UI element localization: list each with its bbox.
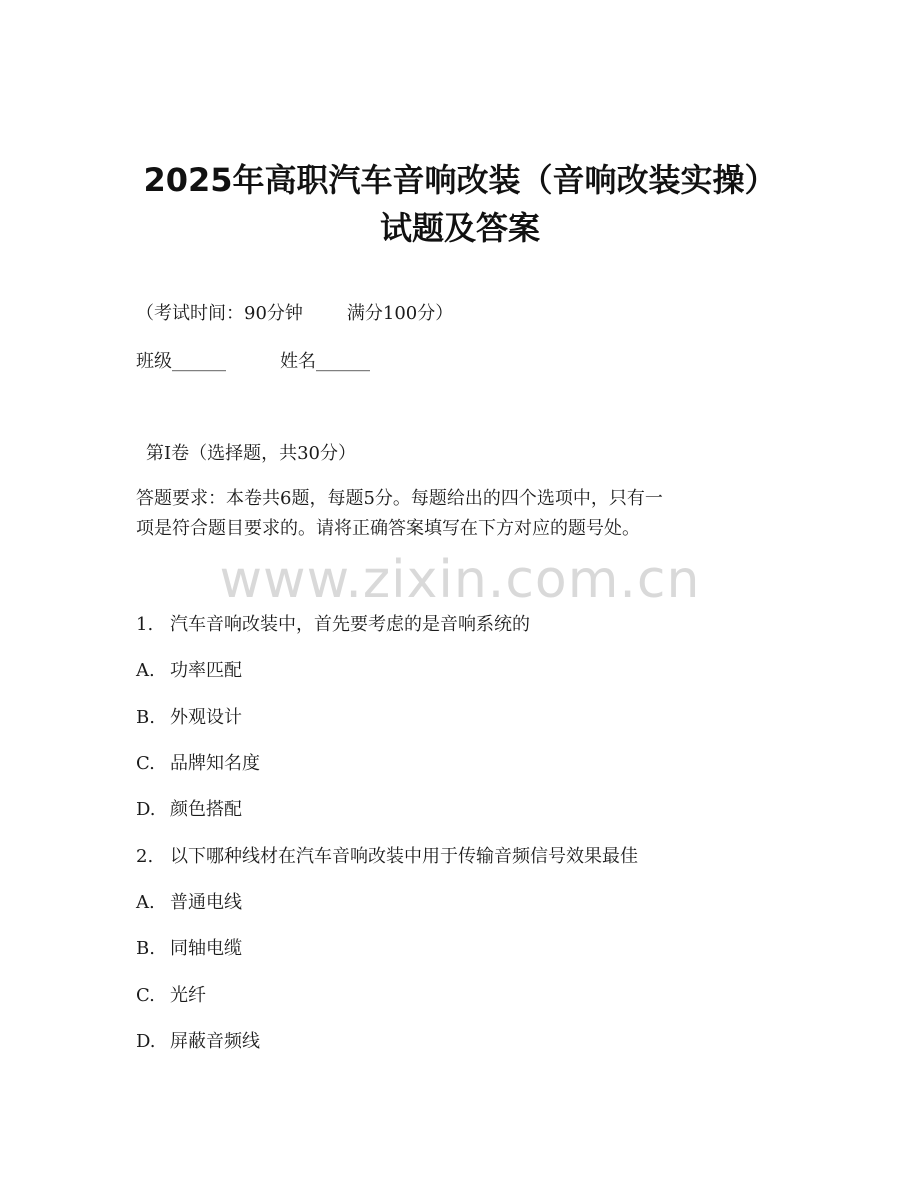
question <box>136 845 638 869</box>
option-key: A. <box>136 660 155 681</box>
question-text: 汽车音响改装中，首先要考虑的是音响系统的 <box>170 614 530 635</box>
option-text: 同轴电缆 <box>170 938 242 959</box>
option-key: C. <box>136 753 155 774</box>
instructions-line-2: 项是符合题目要求的。请将正确答案填写在下方对应的题号处。 <box>136 518 640 539</box>
exam-time: （考试时间：90分钟 <box>136 303 303 324</box>
question-text: 以下哪种线材在汽车音响改装中用于传输音频信号效果最佳 <box>170 846 638 867</box>
option-key: D. <box>136 799 156 820</box>
option-key: A. <box>136 892 155 913</box>
option <box>136 937 242 961</box>
option-key: D. <box>136 1031 156 1052</box>
question <box>136 613 530 637</box>
option-text: 普通电线 <box>170 892 242 913</box>
full-score: 满分100分） <box>346 303 454 324</box>
document-title-line-1: 2025年高职汽车音响改装（音响改装实操） <box>143 161 777 199</box>
option-key: B. <box>136 938 155 959</box>
option <box>136 1030 260 1054</box>
option <box>136 891 242 915</box>
option-text: 品牌知名度 <box>170 753 260 774</box>
option <box>136 798 242 822</box>
option-text: 外观设计 <box>170 707 242 728</box>
document-title-line-2: 试题及答案 <box>379 209 540 247</box>
class-field: 班级______ <box>136 351 226 372</box>
option-key: C. <box>136 985 155 1006</box>
option-text: 颜色搭配 <box>170 799 242 820</box>
option <box>136 984 206 1008</box>
question-number: 2. <box>136 846 154 867</box>
option-text: 光纤 <box>170 985 206 1006</box>
exam-meta <box>136 302 453 326</box>
option <box>136 752 260 776</box>
question-number: 1. <box>136 614 154 635</box>
watermark: www.zixin.com.cn <box>219 550 701 610</box>
instructions-line-1: 答题要求：本卷共6题，每题5分。每题给出的四个选项中，只有一 <box>136 488 663 509</box>
student-info <box>136 350 370 374</box>
option-text: 屏蔽音频线 <box>170 1031 260 1052</box>
option-text: 功率匹配 <box>170 660 242 681</box>
name-field: 姓名______ <box>280 351 370 372</box>
section-title: 第Ⅰ卷（选择题，共30分） <box>146 443 357 464</box>
option <box>136 659 242 683</box>
option <box>136 706 242 730</box>
option-key: B. <box>136 707 155 728</box>
